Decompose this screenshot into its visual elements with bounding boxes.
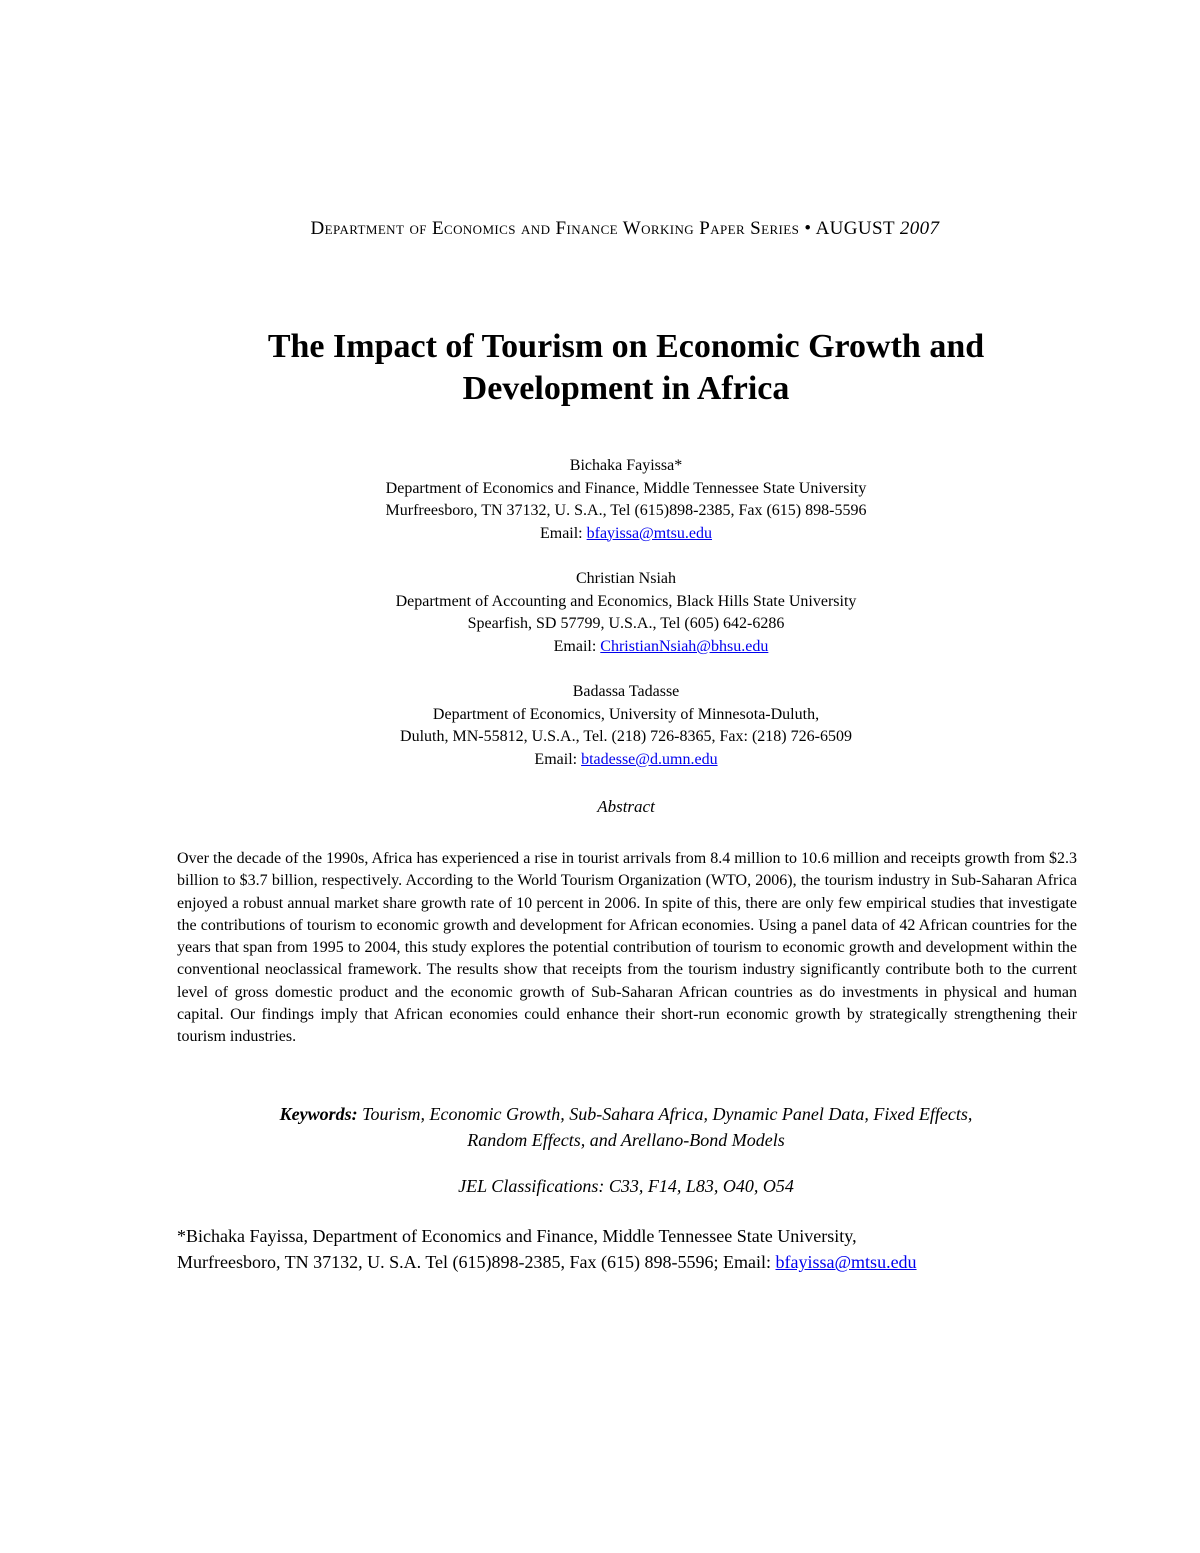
footnote-contact: Murfreesboro, TN 37132, U. S.A. Tel (615)898-2385, Fax (615) 898-5596; Email: [177,1252,776,1272]
email-label: Email: [539,524,587,542]
author-email-link[interactable]: ChristianNsiah@bhsu.edu [600,637,769,655]
author-block-2 [0,568,1200,658]
paper-title [0,326,1200,410]
author-email-line [0,749,1200,772]
author-name: Bichaka Fayissa* [569,457,683,474]
author-email-line [35,636,1200,659]
abstract-body: Over the decade of the 1990s, Africa has experienced a rise in tourist arrivals from 8.4 million to 10.6 million and receipts growth from $2.3 billion to $3.7 billion, respectively. According to the World Tourism Organization (WTO, 2006), the tourism industry in Sub-Saharan Africa enjoyed a robust annual market share growth rate of 10 percent in 2006. In spite of this, there are only few empirical studies that investigate the contributions of tourism to economic growth and development for African economies. Using a panel data of 42 African countries for the years that span from 1995 to 2004, this study explores the potential contribution of tourism to economic growth and development within the conventional neoclassical framework. The results show that receipts from the tourism industry significantly contribute both to the current level of gross domestic product and the economic growth of Sub-Saharan African countries as do investments in physical and human capital. Our findings imply that African economies could enhance their short-run economic growth by strategically strengthening their tourism industries. [177,850,1077,1046]
author-email-link[interactable]: btadesse@d.umn.edu [581,750,718,768]
keywords [0,1101,1200,1153]
keywords-label: Keywords: [279,1104,358,1124]
footnote-email-link[interactable]: bfayissa@mtsu.edu [775,1252,917,1272]
author-name: Christian Nsiah [576,570,676,587]
author-affiliation: Department of Accounting and Economics, Black Hills State University [395,592,857,610]
series-year: 2007 [899,218,940,239]
author-block-1 [0,455,1200,545]
series-separator: • [799,218,816,239]
series-header [0,218,1200,240]
author-name: Badassa Tadasse [572,683,680,700]
author-email-link[interactable]: bfayissa@mtsu.edu [586,524,713,542]
author-address: Spearfish, SD 57799, U.S.A., Tel (605) 642-6286 [467,615,785,632]
title-line-1: The Impact of Tourism on Economic Growth and [267,328,985,365]
email-label: Email: [553,637,601,655]
keywords-line-1 [0,1101,1200,1127]
email-label: Email: [534,750,582,768]
author-address: Duluth, MN-55812, U.S.A., Tel. (218) 726-8365, Fax: (218) 726-6509 [400,728,852,745]
author-block-3 [0,681,1200,771]
title-line-2: Development in Africa [462,370,790,407]
abstract-heading: Abstract [597,797,655,816]
author-email-line [0,523,1200,546]
footnote-line-2 [177,1249,1077,1275]
author-address: Murfreesboro, TN 37132, U. S.A., Tel (615)898-2385, Fax (615) 898-5596 [385,502,867,519]
author-affiliation: Department of Economics, University of Minnesota-Duluth, [432,705,820,723]
series-name: Department of Economics and Finance Working Paper Series [310,218,800,239]
keywords-list-1: Tourism, Economic Growth, Sub-Sahara Africa, Dynamic Panel Data, Fixed Effects, [357,1104,973,1124]
series-month: AUGUST [815,218,900,239]
keywords-line-2: Random Effects, and Arellano-Bond Models [467,1130,785,1150]
jel-classifications: JEL Classifications: C33, F14, L83, O40, O54 [458,1176,794,1196]
footnote-line-1: *Bichaka Fayissa, Department of Economics and Finance, Middle Tennessee State University, [177,1226,857,1246]
author-affiliation: Department of Economics and Finance, Middle Tennessee State University [385,479,867,497]
corresponding-author-footnote [177,1223,1077,1275]
